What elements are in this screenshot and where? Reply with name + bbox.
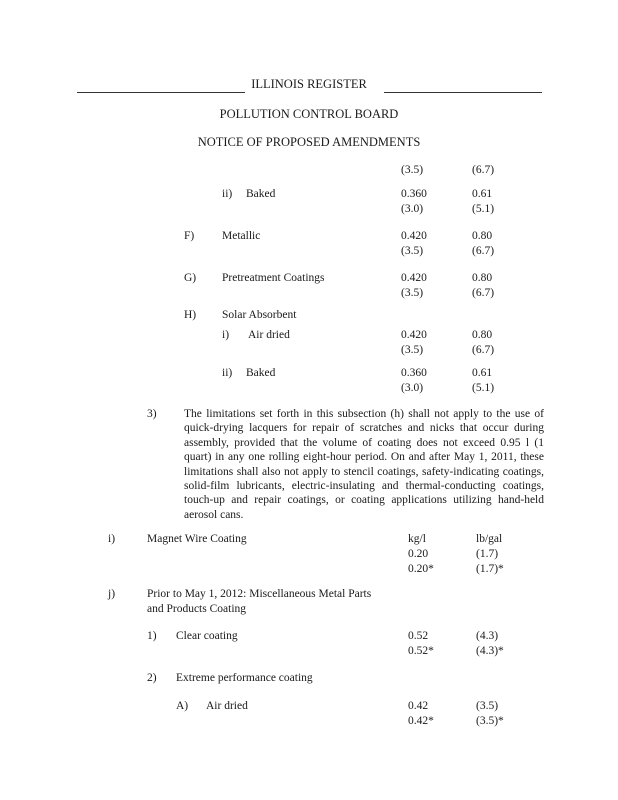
value-cell: (1.7)* — [476, 563, 504, 575]
value-cell: 0.42 — [408, 700, 429, 712]
item-text: Baked — [246, 367, 276, 379]
value-cell: (5.1) — [472, 203, 495, 215]
item-text: Metallic — [222, 230, 261, 242]
value-cell: (6.7) — [472, 164, 495, 176]
section-title: Prior to May 1, 2012: Miscellaneous Metal Parts — [147, 588, 372, 600]
value-cell: (4.3) — [476, 630, 499, 642]
item-text: Air dried — [206, 700, 248, 712]
unit-header: lb/gal — [476, 533, 503, 545]
value-cell: 0.360 — [401, 367, 427, 379]
value-cell: 0.80 — [472, 329, 493, 341]
value-cell: (3.5) — [476, 700, 499, 712]
value-cell: 0.420 — [401, 329, 427, 341]
unit-header: kg/l — [408, 533, 426, 545]
item-label: ii) — [222, 367, 233, 379]
item-text: Air dried — [248, 329, 290, 341]
header-rule-right — [384, 92, 542, 93]
item-label: i) — [222, 329, 230, 341]
section-title: Magnet Wire Coating — [147, 533, 247, 545]
paragraph-3: The limitations set forth in this subsection (h) shall not apply to the use of quick-drying lacquers for repair of scratches and nicks that occur during assembly, provided that the volume of coating does not exceed 0.95 l (1 quart) in any one rolling eight-hour period. On and after May 1, 2011, these limitations shall also not apply to stencil coatings, safety-indicating coatings, solid-film lubricants, electric-insulating and thermal-conducting coatings, touch-up and repair coatings, or coating applications utilizing hand-held aerosol cans. — [184, 408, 544, 521]
value-cell: (3.5) — [401, 344, 424, 356]
value-cell: 0.42* — [408, 715, 434, 727]
value-cell: 0.420 — [401, 272, 427, 284]
value-cell: (5.1) — [472, 382, 495, 394]
value-cell: 0.420 — [401, 230, 427, 242]
item-text: Baked — [246, 188, 276, 200]
value-cell: (3.0) — [401, 203, 424, 215]
notice-title: NOTICE OF PROPOSED AMENDMENTS — [197, 135, 421, 149]
section-label: j) — [108, 588, 116, 600]
register-title: ILLINOIS REGISTER — [251, 77, 367, 91]
item-label: H) — [184, 309, 197, 321]
item-label: 2) — [147, 672, 157, 684]
value-cell: (3.5) — [401, 245, 424, 257]
section-label: i) — [108, 533, 116, 545]
value-cell: 0.360 — [401, 188, 427, 200]
value-cell: 0.52* — [408, 645, 434, 657]
item-text: Clear coating — [176, 630, 238, 642]
section-title-cont: and Products Coating — [147, 603, 247, 615]
value-cell: 0.61 — [472, 367, 493, 379]
item-label: ii) — [222, 188, 233, 200]
value-cell: 0.61 — [472, 188, 493, 200]
item-text: Pretreatment Coatings — [222, 272, 325, 284]
value-cell: (3.5) — [401, 164, 424, 176]
value-cell: 0.20 — [408, 548, 429, 560]
value-cell: (3.5)* — [476, 715, 504, 727]
value-cell: 0.52 — [408, 630, 429, 642]
value-cell: (6.7) — [472, 344, 495, 356]
board-title: POLLUTION CONTROL BOARD — [219, 107, 399, 121]
item-label: G) — [184, 272, 197, 284]
value-cell: (4.3)* — [476, 645, 504, 657]
value-cell: (1.7) — [476, 548, 499, 560]
header-rule-left — [77, 92, 245, 93]
value-cell: (6.7) — [472, 287, 495, 299]
value-cell: (3.5) — [401, 287, 424, 299]
item-label: A) — [176, 700, 189, 712]
item-text: Solar Absorbent — [222, 309, 297, 321]
item-label: F) — [184, 230, 195, 242]
value-cell: (3.0) — [401, 382, 424, 394]
value-cell: 0.80 — [472, 230, 493, 242]
item-text: Extreme performance coating — [176, 672, 313, 684]
paragraph-label: 3) — [147, 408, 157, 420]
value-cell: 0.80 — [472, 272, 493, 284]
value-cell: (6.7) — [472, 245, 495, 257]
value-cell: 0.20* — [408, 563, 434, 575]
item-label: 1) — [147, 630, 157, 642]
